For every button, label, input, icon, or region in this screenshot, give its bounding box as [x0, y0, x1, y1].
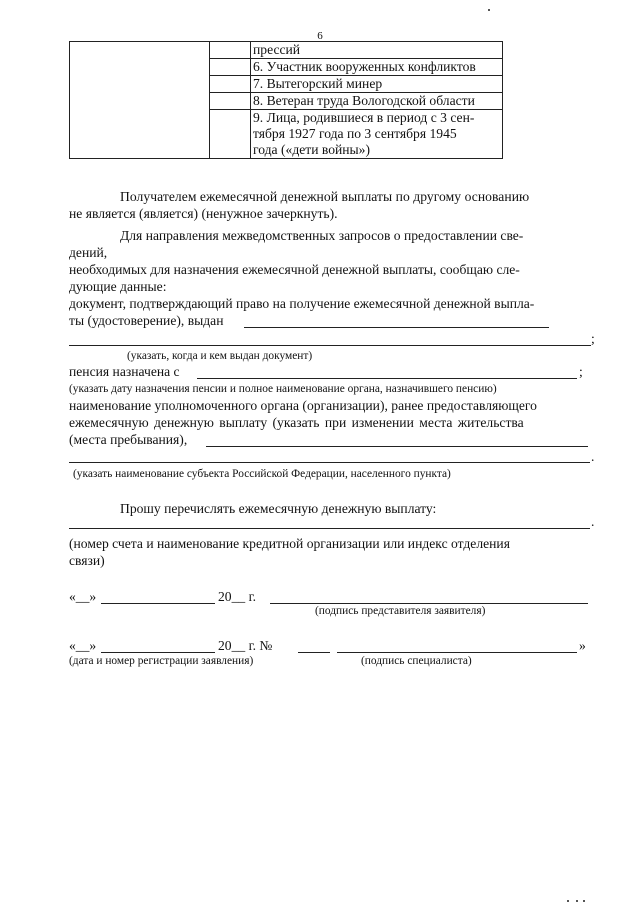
- date-year-field[interactable]: 20__ г.: [218, 589, 257, 604]
- scan-mark: [488, 9, 490, 11]
- table-cell-empty: [210, 59, 251, 76]
- table-cell-empty: [70, 42, 210, 159]
- table-cell-empty: [210, 42, 251, 59]
- table-cell-category: 7. Вытегорский минер: [251, 76, 503, 93]
- punctuation: ;: [591, 331, 595, 346]
- caption-account: (номер счета и наименование кредитной организации или индекс отделения: [69, 536, 510, 551]
- punctuation: »: [579, 638, 586, 653]
- paragraph-line: (места пребывания),: [69, 432, 188, 447]
- page-number: 6: [317, 30, 323, 42]
- caption-specialist: (подпись специалиста): [361, 655, 472, 667]
- table-cell-category: года («дети войны»): [251, 142, 503, 159]
- fill-line-date-month[interactable]: [101, 652, 215, 653]
- fill-line-registration-number[interactable]: [298, 652, 330, 653]
- paragraph-line: дующие данные:: [69, 279, 167, 294]
- fill-line-account[interactable]: [69, 528, 590, 529]
- caption-signature-representative: (подпись представителя заявителя): [315, 605, 486, 617]
- table-cell-category: 6. Участник вооруженных конфликтов: [251, 59, 503, 76]
- pension-label: пенсия назначена с: [69, 364, 180, 379]
- request-text: Прошу перечислять ежемесячную денежную выплату:: [120, 501, 437, 516]
- scan-mark: [576, 900, 578, 902]
- registration-year-number[interactable]: 20__ г. №: [218, 638, 273, 653]
- scan-mark: [567, 900, 569, 902]
- fill-line-date-month[interactable]: [101, 603, 215, 604]
- paragraph-line: наименование уполномоченного органа (организации), ранее предоставляющего: [69, 398, 537, 413]
- punctuation: .: [591, 449, 595, 464]
- paragraph-line: дений,: [69, 245, 108, 260]
- date-day-field[interactable]: «__»: [69, 638, 97, 653]
- table-cell-category: прессий: [251, 42, 503, 59]
- table-cell-empty: [210, 110, 251, 159]
- fill-line-residence[interactable]: [206, 446, 588, 447]
- paragraph-line: документ, подтверждающий право на получение ежемесячной денежной выпла-: [69, 296, 535, 311]
- punctuation: .: [591, 514, 595, 529]
- category-table: [69, 41, 503, 159]
- table-cell-category: тября 1927 года по 3 сентября 1945: [251, 126, 503, 142]
- paragraph-line: не является (является) (ненужное зачеркнуть).: [69, 206, 338, 221]
- date-day-field[interactable]: «__»: [69, 589, 97, 604]
- fill-line-specialist-signature[interactable]: [337, 652, 577, 653]
- table-cell-category: 8. Ветеран труда Вологодской области: [251, 93, 503, 110]
- paragraph-line: ты (удостоверение), выдан: [69, 313, 224, 328]
- caption-pension: (указать дату назначения пенсии и полное наименование органа, назначившего пенсию): [69, 383, 497, 395]
- paragraph-line: Для направления межведомственных запросов о предоставлении све-: [120, 228, 524, 243]
- fill-line-residence-2[interactable]: [69, 462, 590, 463]
- fill-line-issued-by[interactable]: [244, 327, 549, 328]
- paragraph-line: ежемесячную денежную выплату (указать при изменении места жительства: [69, 415, 524, 430]
- punctuation: ;: [579, 364, 583, 379]
- table-row: [70, 42, 503, 59]
- caption-registration: (дата и номер регистрации заявления): [69, 655, 254, 667]
- fill-line-document[interactable]: [69, 345, 591, 346]
- caption-account: связи): [69, 553, 105, 568]
- caption-document: (указать, когда и кем выдан документ): [127, 350, 313, 362]
- table-cell-category: 9. Лица, родившиеся в период с 3 сен-: [251, 110, 503, 127]
- paragraph-line: необходимых для назначения ежемесячной денежной выплаты, сообщаю сле-: [69, 262, 520, 277]
- scan-mark: [583, 900, 585, 902]
- paragraph-line: Получателем ежемесячной денежной выплаты по другому основанию: [120, 189, 530, 204]
- caption-subject: (указать наименование субъекта Российской Федерации, населенного пункта): [73, 468, 451, 480]
- table-cell-empty: [210, 93, 251, 110]
- table-cell-empty: [210, 76, 251, 93]
- fill-line-pension[interactable]: [197, 378, 577, 379]
